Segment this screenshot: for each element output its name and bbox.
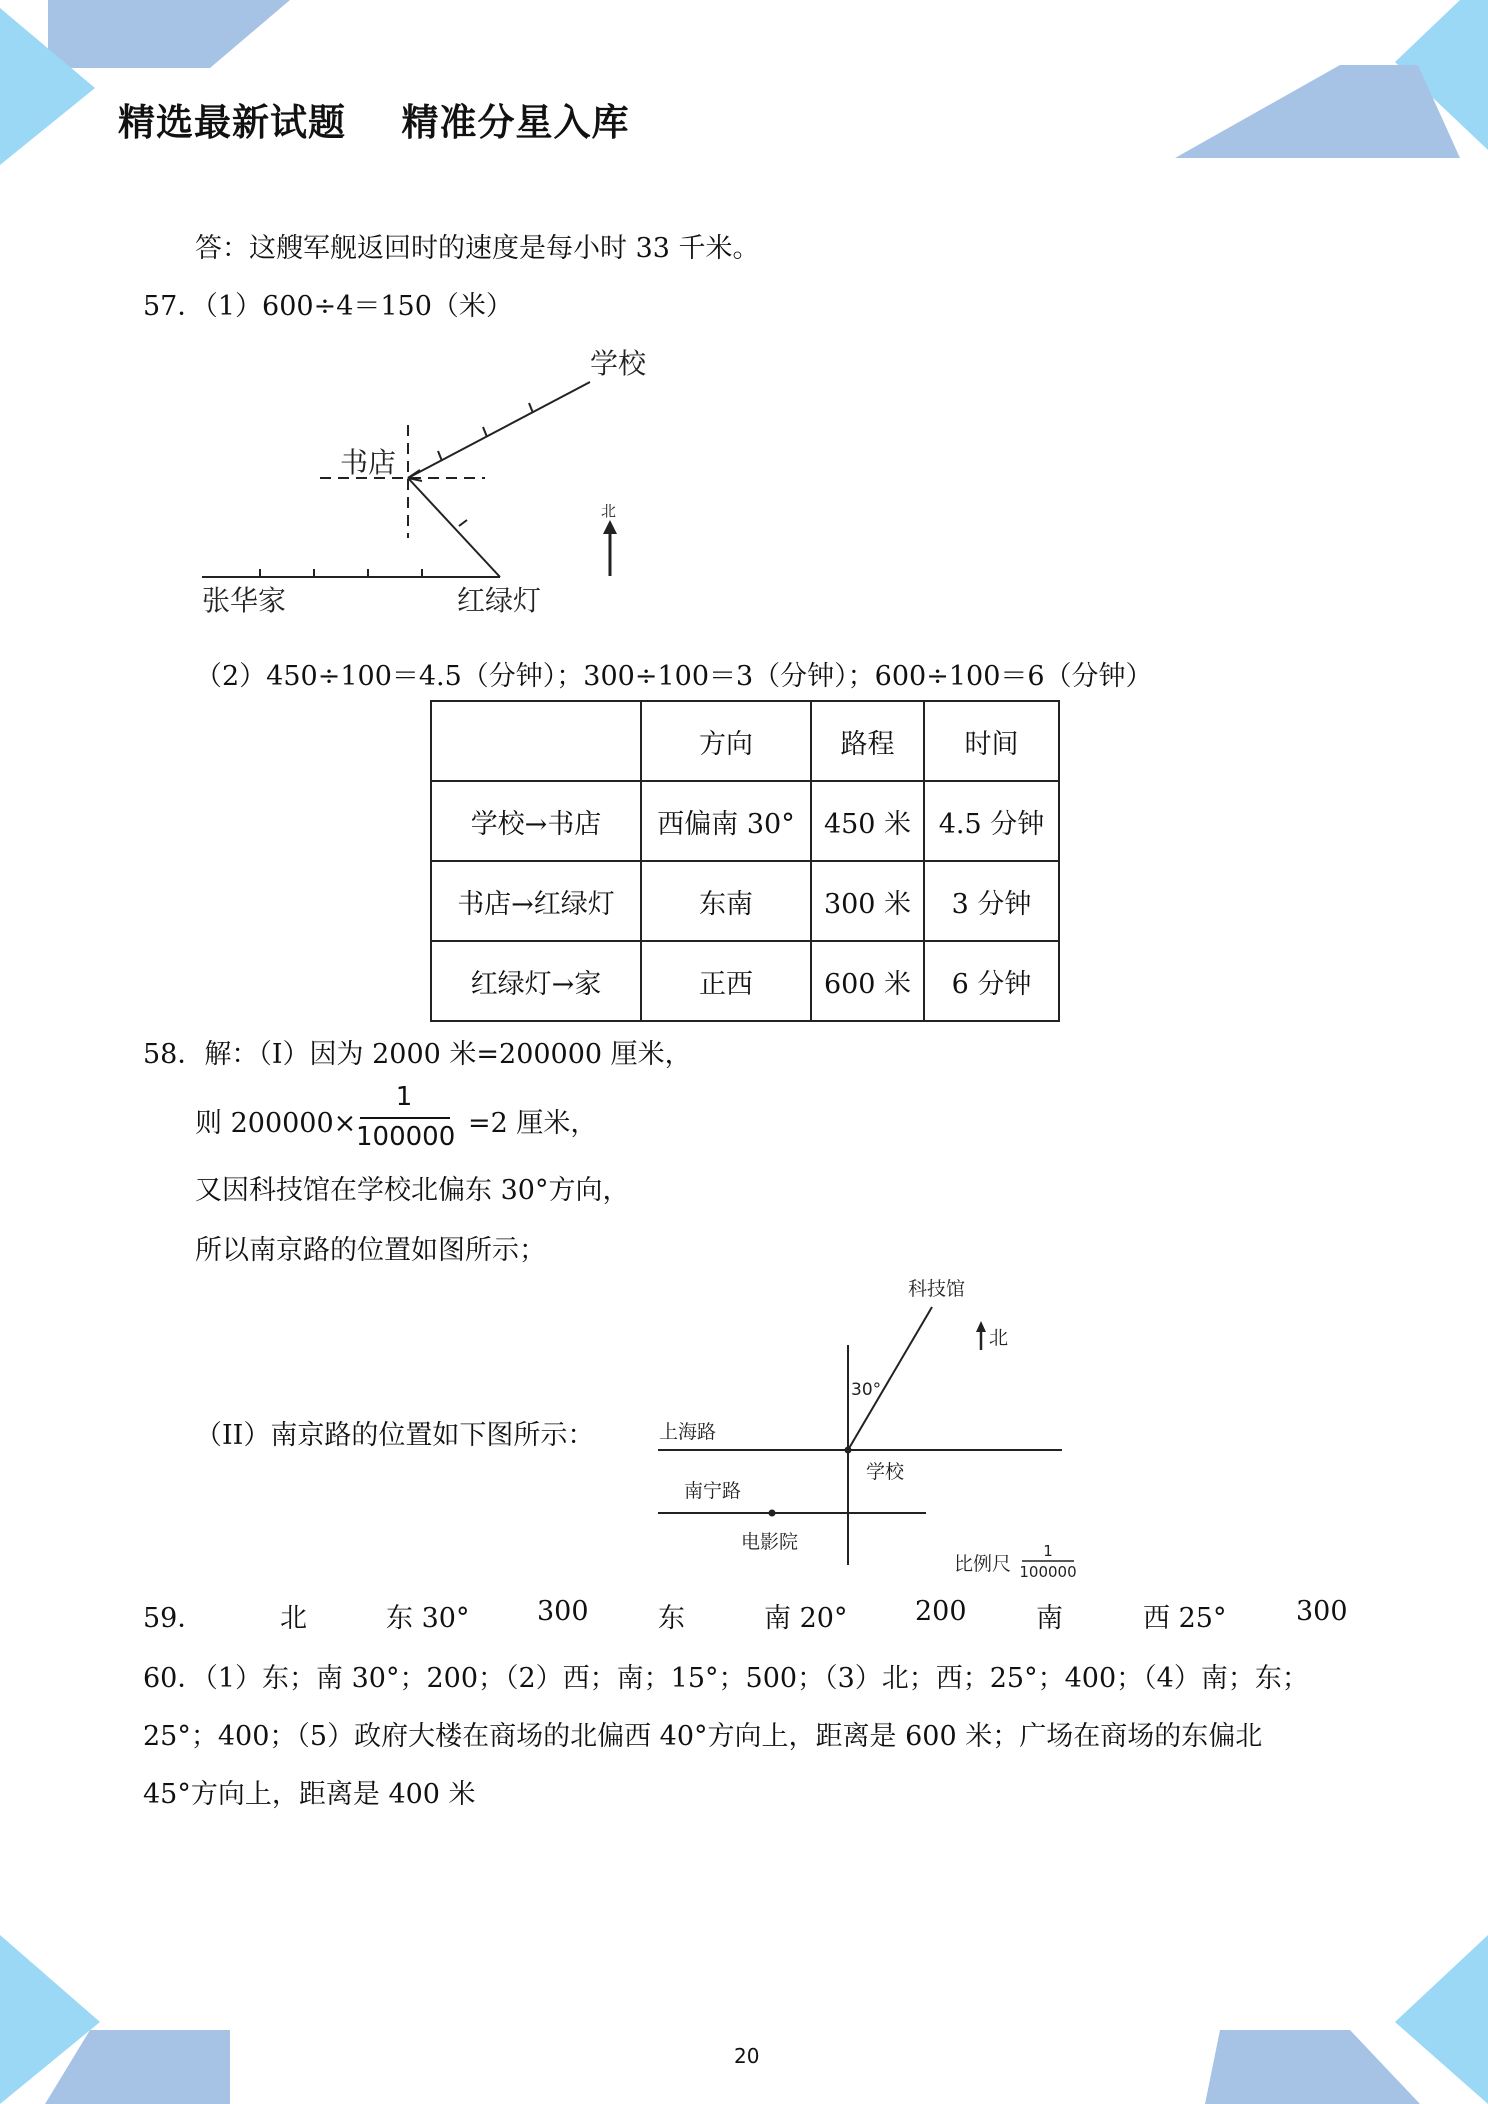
table-cell: 600 米: [811, 941, 924, 1021]
q59-answer: 200: [915, 1596, 967, 1627]
table-header-cell: 方向: [641, 701, 811, 781]
table-cell: 书店→红绿灯: [431, 861, 641, 941]
label-traffic-light: 红绿灯: [457, 584, 542, 617]
q59-answer: 南 20°: [764, 1603, 848, 1634]
q57-route-diagram: [180, 340, 700, 630]
scale-numerator: 1: [1043, 1542, 1053, 1560]
q60-line1: 60．（1）东；南 30°；200；（2）西；南；15°；500；（3）北；西；25°；400；（4）南；东；: [143, 1663, 1309, 1694]
table-header-row: [431, 701, 1059, 781]
table-cell: 3 分钟: [924, 861, 1059, 941]
table-cell: 4.5 分钟: [924, 781, 1059, 861]
q59-answer: 北: [280, 1603, 307, 1634]
table-cell: 东南: [641, 861, 811, 941]
q59-answer: 东 30°: [386, 1603, 470, 1634]
q58-line2-suffix: =2 厘米，: [468, 1108, 598, 1139]
q58-line3: 又因科技馆在学校北偏东 30°方向，: [195, 1175, 630, 1206]
route-school-bookstore: [408, 382, 590, 478]
q59-answer: 300: [1296, 1596, 1348, 1627]
table-header-cell: 时间: [924, 701, 1059, 781]
table-cell: 正西: [641, 941, 811, 1021]
q58-line4: 所以南京路的位置如图所示；: [195, 1235, 546, 1266]
table-row: [431, 861, 1059, 941]
q58-line1: 58．解：（I）因为 2000 米=200000 厘米，: [143, 1039, 692, 1070]
table-header-cell: [431, 701, 641, 781]
table-cell: 450 米: [811, 781, 924, 861]
table-row: [431, 781, 1059, 861]
q59-number: 59．: [143, 1603, 205, 1634]
q59-answer: 西 25°: [1143, 1603, 1227, 1634]
q58-fraction-numerator: 1: [395, 1082, 413, 1112]
q57-answer-table: [430, 700, 1060, 1022]
label-school: 学校: [866, 1461, 905, 1483]
school-point: [845, 1447, 852, 1454]
q60-line2: 25°；400；（5）政府大楼在商场的北偏西 40°方向上，距离是 600 米；广场在商场的东偏北: [143, 1721, 1263, 1752]
q59-answer: 东: [658, 1603, 685, 1634]
table-cell: 西偏南 30°: [641, 781, 811, 861]
q59-answer: 南: [1036, 1603, 1063, 1634]
label-north: 北: [989, 1327, 1009, 1349]
table-row: [431, 941, 1059, 1021]
label-school: 学校: [590, 347, 647, 380]
q57-part1: 57．（1）600÷4＝150（米）: [143, 291, 513, 322]
label-nanning-road: 南宁路: [684, 1480, 742, 1502]
table-cell: 300 米: [811, 861, 924, 941]
q59-answer: 300: [537, 1596, 589, 1627]
label-angle: 30°: [851, 1380, 882, 1400]
label-cinema: 电影院: [741, 1531, 799, 1553]
label-shanghai-road: 上海路: [659, 1421, 717, 1443]
school-museum-line: [848, 1307, 932, 1450]
q58-line5: （II）南京路的位置如下图所示：: [195, 1420, 595, 1451]
table-cell: 6 分钟: [924, 941, 1059, 1021]
q58-fraction-bar: [360, 1117, 450, 1119]
q60-line3: 45°方向上，距离是 400 米: [143, 1779, 476, 1810]
table-cell: 红绿灯→家: [431, 941, 641, 1021]
label-museum: 科技馆: [908, 1278, 966, 1300]
page-number: 20: [734, 2044, 760, 2068]
q58-line2-prefix: 则 200000×: [195, 1108, 357, 1139]
table-header-cell: 路程: [811, 701, 924, 781]
cinema-point: [769, 1510, 776, 1517]
scale-denominator: 100000: [1019, 1563, 1077, 1581]
label-scale: 比例尺: [954, 1553, 1012, 1575]
table-cell: 学校→书店: [431, 781, 641, 861]
route-bookstore-light: [408, 478, 500, 577]
label-north: 北: [601, 502, 617, 520]
q58-map-diagram: [636, 1270, 1096, 1590]
q58-fraction-denominator: 100000: [356, 1122, 456, 1152]
page-header-title: 精选最新试题 精准分星入库: [118, 101, 630, 144]
q57-part2: （2）450÷100＝4.5（分钟）；300÷100＝3（分钟）；600÷100＝6（分钟）: [195, 661, 1153, 692]
label-home: 张华家: [202, 584, 287, 617]
label-bookstore: 书店: [340, 446, 397, 479]
answer-56: 答：这艘军舰返回时的速度是每小时 33 千米。: [195, 233, 760, 264]
